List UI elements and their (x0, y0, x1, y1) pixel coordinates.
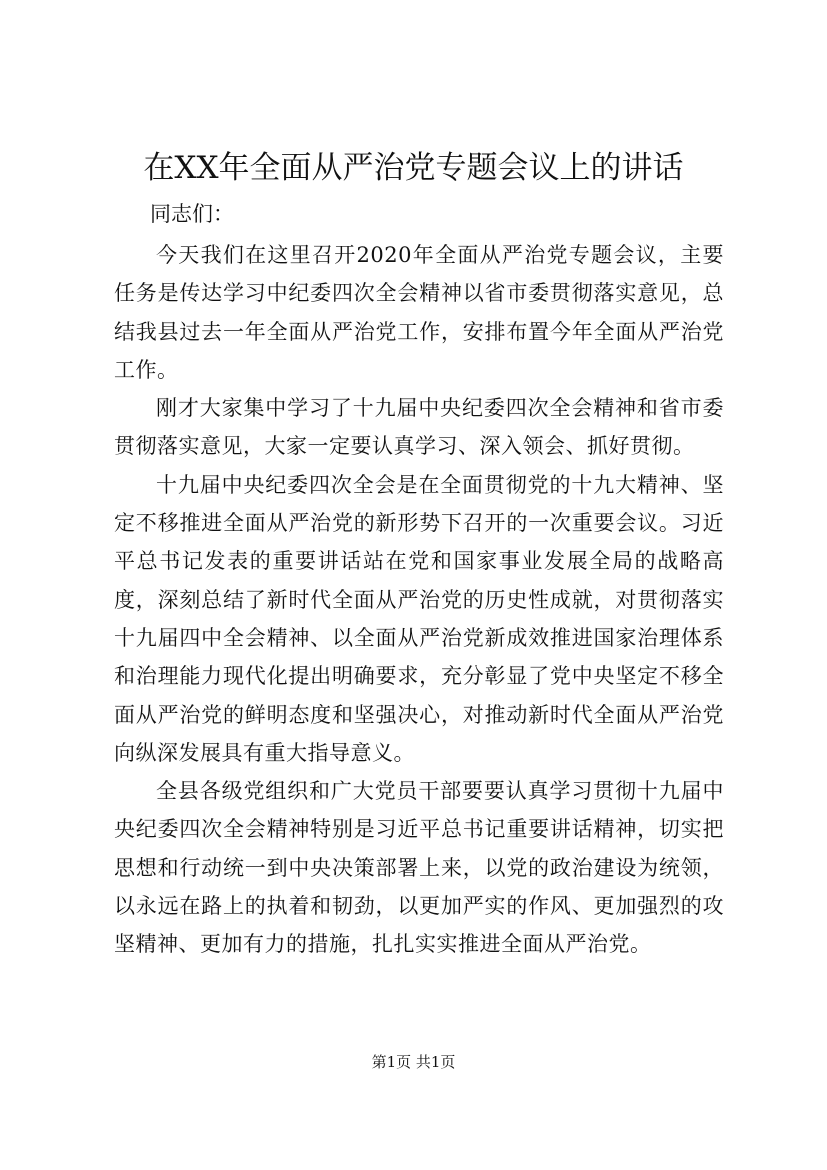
paragraph: 十九届中央纪委四次全会是在全面贯彻党的十九大精神、坚定不移推进全面从严治党的新形势下召开的一次重要会议。习近平总书记发表的重要讲话站在党和国家事业发展全局的战略高度，深刻总结了新时代全面从严治党的历史性成就，对贯彻落实十九届四中全会精神、以全面从严治党新成效推进国家治理体系和治理能力现代化提出明确要求，充分彰显了党中央坚定不移全面从严治党的鲜明态度和坚强决心，对推动新时代全面从严治党向纵深发展具有重大指导意义。 (114, 472, 724, 765)
page-footer: 第1页 共1页 (371, 1053, 456, 1071)
paragraph: 今天我们在这里召开2020年全面从严治党专题会议，主要任务是传达学习中纪委四次全会精神以省市委贯彻落实意见，总结我县过去一年全面从严治党工作，安排布置今年全面从严治党工作。 (114, 243, 724, 382)
document-body (114, 236, 724, 964)
document-title: 在XX年全面从严治党专题会议上的讲话 (143, 150, 684, 186)
paragraph: 刚才大家集中学习了十九届中央纪委四次全会精神和省市委贯彻落实意见，大家一定要认真学习、深入领会、抓好贯彻。 (114, 396, 724, 459)
paragraph: 全县各级党组织和广大党员干部要要认真学习贯彻十九届中央纪委四次全会精神特别是习近平总书记重要讲话精神，切实把思想和行动统一到中央决策部署上来，以党的政治建设为统领，以永远在路上的执着和韧劲，以更加严实的作风、更加强烈的攻坚精神、更加有力的措施，扎扎实实推进全面从严治党。 (114, 779, 724, 957)
salutation: 同志们： (150, 202, 234, 226)
